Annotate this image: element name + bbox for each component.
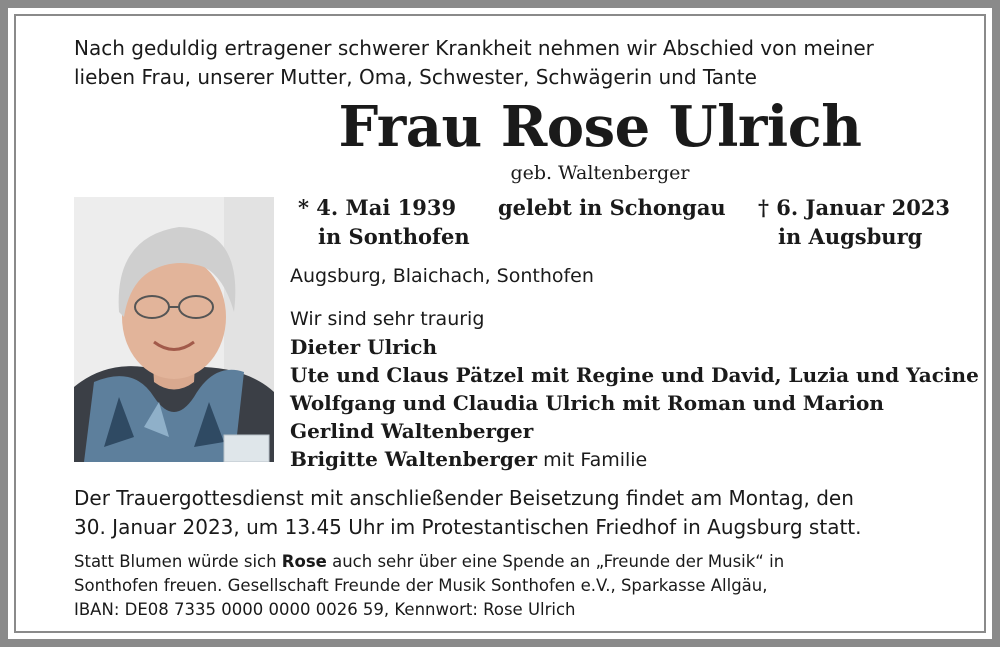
death-date-block [758, 193, 950, 251]
service-line: Der Trauergottesdienst mit anschließender Beisetzung findet am Montag, den [74, 486, 854, 510]
mourners-list [290, 305, 979, 474]
portrait-photo [74, 197, 274, 462]
mourner-name: Gerlind Waltenberger [290, 419, 534, 443]
deceased-name: Frau Rose Ulrich [338, 94, 862, 160]
mourner-name: Dieter Ulrich [290, 335, 438, 359]
death-date: † 6. Januar 2023 [758, 195, 951, 220]
birth-place: in Sonthofen [318, 224, 470, 249]
birth-date-block [298, 193, 470, 251]
mourner-suffix: mit Familie [537, 449, 648, 471]
donation-iban-line: IBAN: DE08 7335 0000 0000 0026 59, Kennwort: Rose Ulrich [74, 600, 576, 619]
service-line: 30. Januar 2023, um 13.45 Uhr im Protestantischen Friedhof in Augsburg statt. [74, 515, 862, 539]
mourners-intro: Wir sind sehr traurig [290, 308, 485, 330]
mourner-name: Wolfgang und Claudia Ulrich mit Roman und Marion [290, 391, 884, 415]
donation-name: Rose [281, 552, 327, 571]
intro-line: Nach geduldig ertragener schwerer Krankheit nehmen wir Abschied von meiner [74, 36, 874, 60]
service-text [74, 484, 862, 542]
donation-line [74, 550, 784, 574]
intro-line: lieben Frau, unserer Mutter, Oma, Schwester, Schwägerin und Tante [74, 65, 757, 89]
donation-text-post: auch sehr über eine Spende an „Freunde der Musik“ in [326, 552, 785, 571]
mourner-last-row [290, 445, 979, 474]
donation-line: Sonthofen freuen. Gesellschaft Freunde der Musik Sonthofen e.V., Sparkasse Allgäu, [74, 576, 768, 595]
birth-name: geb. Waltenberger [510, 162, 690, 184]
intro-text [74, 34, 874, 92]
death-place: in Augsburg [778, 224, 923, 249]
mourner-name: Brigitte Waltenberger [290, 447, 538, 471]
donation-text-pre: Statt Blumen würde sich [74, 552, 282, 571]
birth-date: * 4. Mai 1939 [298, 195, 457, 220]
lived-in: gelebt in Schongau [498, 195, 726, 220]
portrait-illustration [74, 197, 274, 462]
mourner-name: Ute und Claus Pätzel mit Regine und David, Luzia und Yacine [290, 363, 979, 387]
donation-text [74, 550, 784, 622]
places-line: Augsburg, Blaichach, Sonthofen [290, 265, 594, 287]
